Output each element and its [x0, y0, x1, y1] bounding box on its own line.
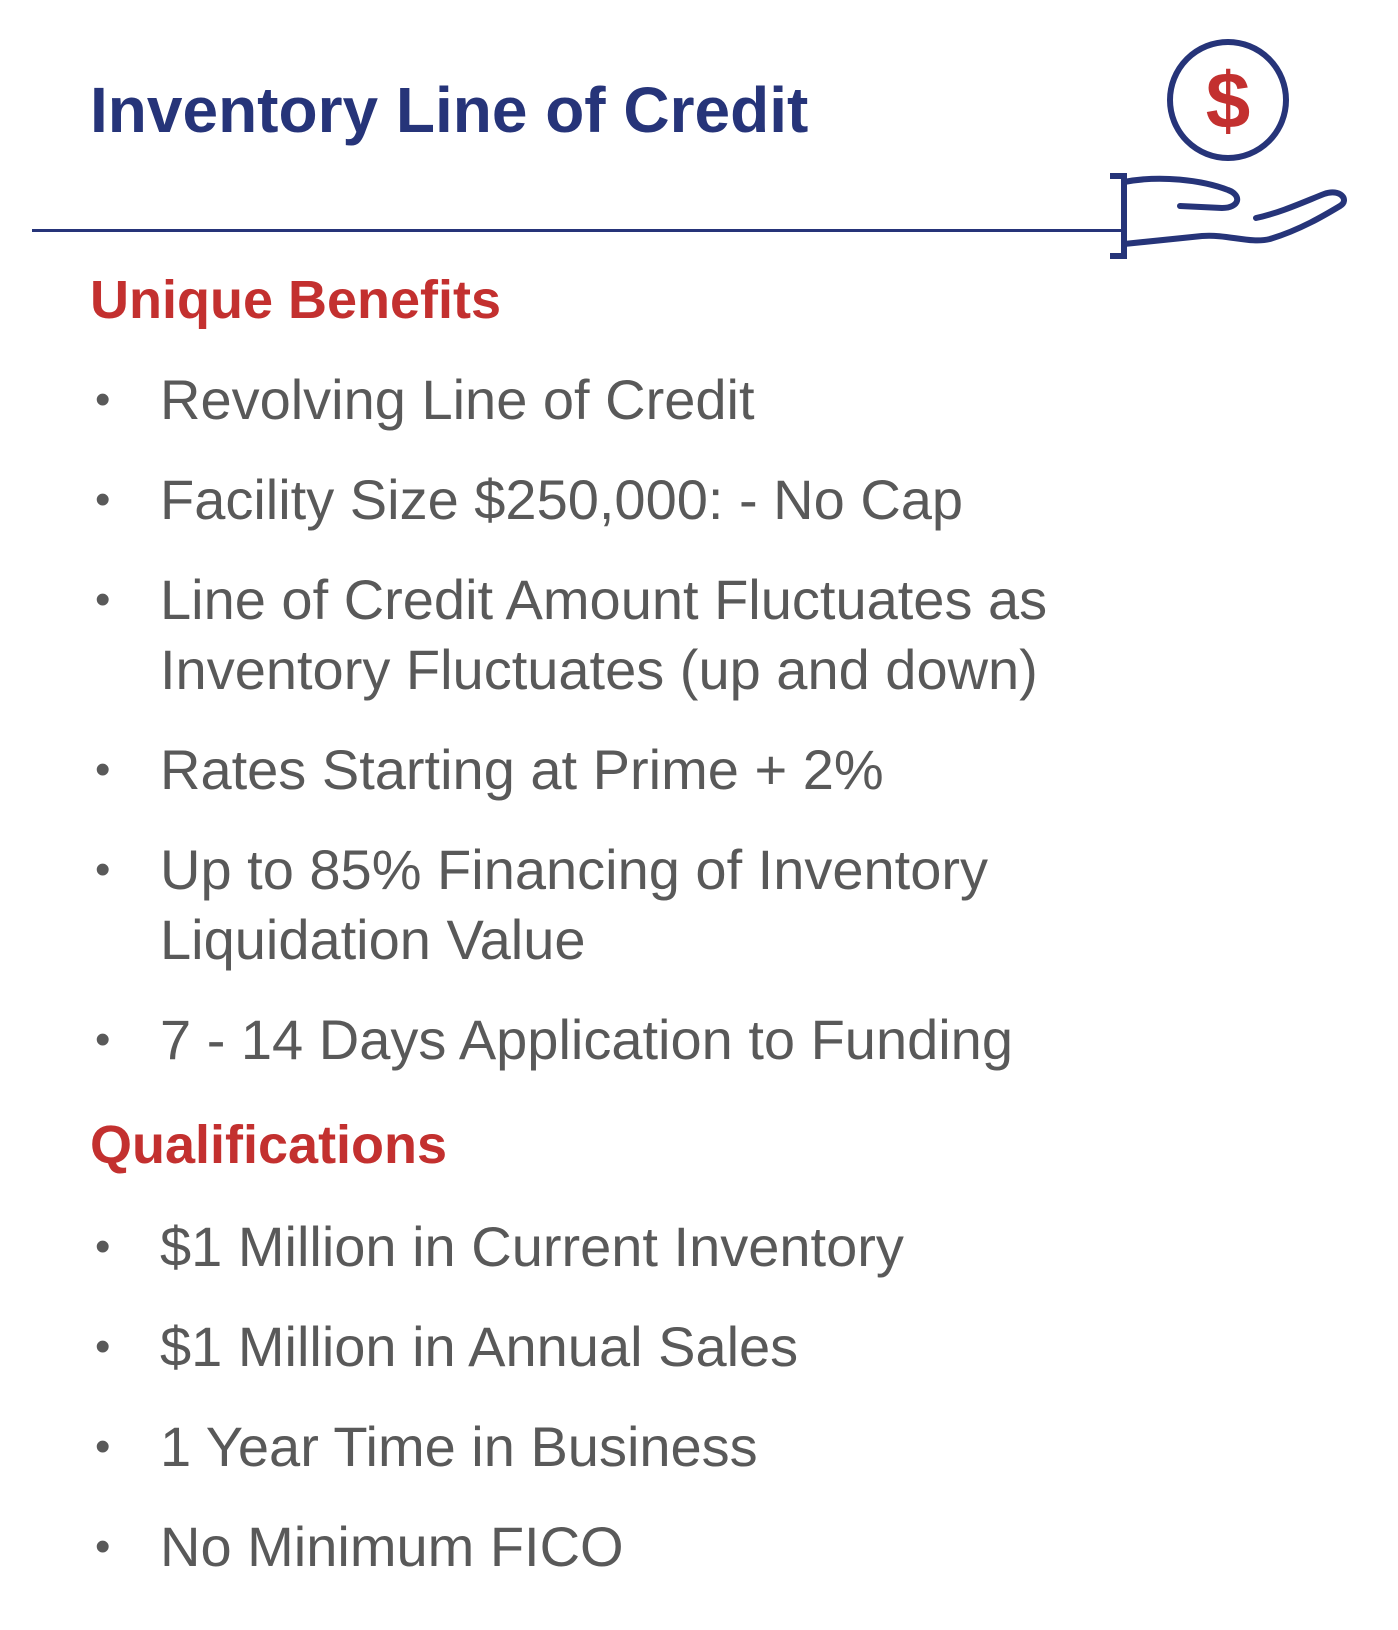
bullet-icon: •	[95, 1322, 111, 1371]
list-item	[0, 1212, 1250, 1282]
qualifications-list	[0, 1212, 1250, 1612]
list-item	[0, 1005, 1250, 1075]
bullet-icon: •	[95, 1522, 111, 1571]
benefit-text: 7 - 14 Days Application to Funding	[160, 1008, 1013, 1071]
list-item	[0, 565, 1250, 705]
dollar-sign-icon: $	[1205, 56, 1251, 145]
benefit-text: Line of Credit Amount Fluctuates as Inventory Fluctuates (up and down)	[160, 568, 1048, 701]
benefit-text: Rates Starting at Prime + 2%	[160, 738, 884, 801]
list-item	[0, 365, 1250, 435]
bullet-icon: •	[95, 1015, 111, 1064]
list-item	[0, 735, 1250, 805]
page-title: Inventory Line of Credit	[90, 74, 809, 146]
list-item	[0, 1412, 1250, 1482]
bullet-icon: •	[95, 845, 111, 894]
qualification-text: $1 Million in Current Inventory	[160, 1215, 904, 1278]
list-item	[0, 1512, 1250, 1582]
benefits-heading: Unique Benefits	[90, 270, 502, 330]
benefits-list	[0, 365, 1250, 1105]
bullet-icon: •	[95, 475, 111, 524]
bullet-icon: •	[95, 1422, 111, 1471]
bullet-icon: •	[95, 745, 111, 794]
qualification-text: $1 Million in Annual Sales	[160, 1315, 799, 1378]
qualifications-heading: Qualifications	[90, 1115, 448, 1175]
benefit-text: Up to 85% Financing of Inventory Liquidation Value	[160, 838, 989, 971]
qualification-text: No Minimum FICO	[160, 1515, 624, 1578]
hand-holding-dollar-icon	[1110, 30, 1390, 260]
benefit-text: Revolving Line of Credit	[160, 368, 755, 431]
bullet-icon: •	[95, 375, 111, 424]
list-item	[0, 835, 1250, 975]
bullet-icon: •	[95, 1222, 111, 1271]
title-divider	[32, 229, 1122, 232]
list-item	[0, 1312, 1250, 1382]
bullet-icon: •	[95, 575, 111, 624]
benefit-text: Facility Size $250,000: - No Cap	[160, 468, 964, 531]
list-item	[0, 465, 1250, 535]
qualification-text: 1 Year Time in Business	[160, 1415, 758, 1478]
